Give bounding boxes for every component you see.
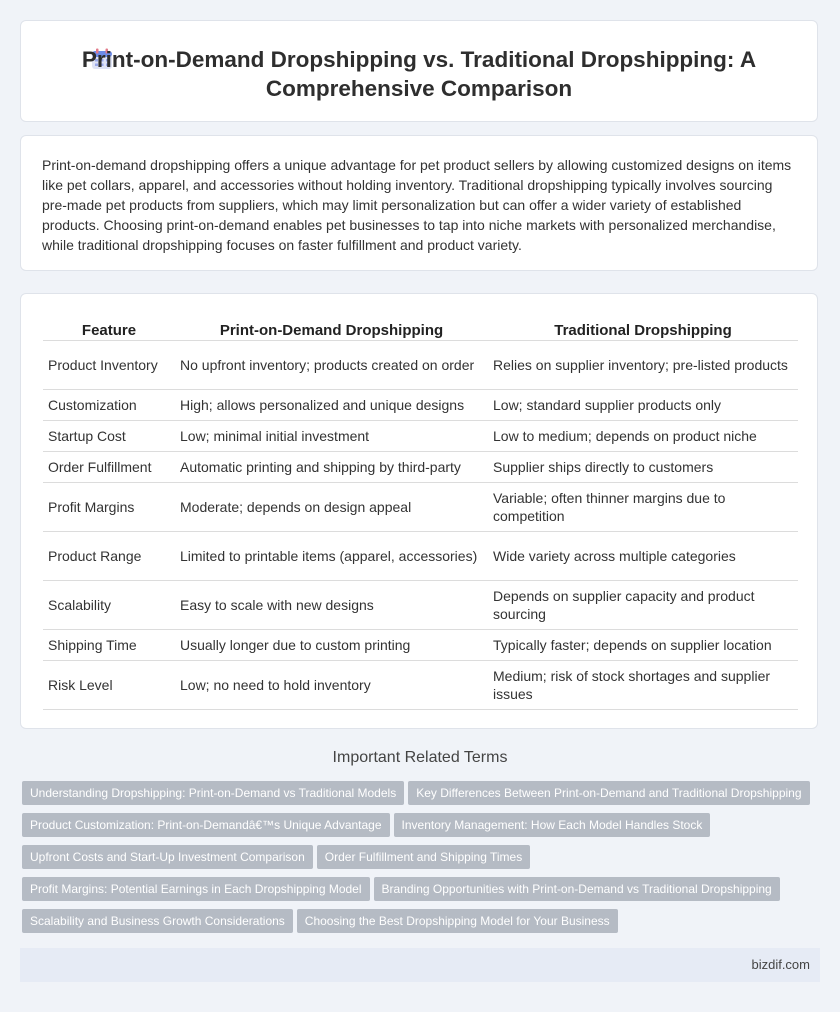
pod-cell: Low; no need to hold inventory <box>175 661 488 710</box>
related-term-link[interactable]: Product Customization: Print-on-Demandâ€™s Unique Advantage <box>22 813 390 837</box>
footer-site-link[interactable]: bizdif.com <box>751 957 810 972</box>
intro-paragraph: Print-on-demand dropshipping offers a unique advantage for pet product sellers by allowing customized designs on items like pet collars, apparel, and accessories without holding inventory. Traditional dropshipping typically involves sourcing pre-made pet products from suppliers, which may limit personalization but can offer a wider variety of established products. Choosing print-on-demand enables pet businesses to tap into niche markets with personalized merchandise, while traditional dropshipping focuses on faster fulfillment and product variety. <box>42 157 792 253</box>
header-feature: Feature <box>43 313 175 341</box>
feature-cell: Startup Cost <box>43 421 175 452</box>
footer <box>20 948 820 982</box>
pod-cell: Usually longer due to custom printing <box>175 630 488 661</box>
pod-cell: No upfront inventory; products created on order <box>175 341 488 390</box>
traditional-cell: Relies on supplier inventory; pre-listed products <box>488 341 798 390</box>
table-row <box>43 421 798 452</box>
feature-cell: Product Range <box>43 532 175 581</box>
pod-cell: Limited to printable items (apparel, accessories) <box>175 532 488 581</box>
related-term-link[interactable]: Key Differences Between Print-on-Demand and Traditional Dropshipping <box>408 781 809 805</box>
feature-cell: Scalability <box>43 581 175 630</box>
feature-cell: Customization <box>43 390 175 421</box>
traditional-cell: Depends on supplier capacity and product sourcing <box>488 581 798 630</box>
table-header-row <box>43 313 798 341</box>
page-title: Print-on-Demand Dropshipping vs. Traditional Dropshipping: A Comprehensive Comparison <box>81 47 757 101</box>
related-terms-list <box>22 781 822 941</box>
traditional-cell: Typically faster; depends on supplier location <box>488 630 798 661</box>
traditional-cell: Wide variety across multiple categories <box>488 532 798 581</box>
related-term-link[interactable]: Choosing the Best Dropshipping Model for Your Business <box>297 909 618 933</box>
traditional-cell: Variable; often thinner margins due to competition <box>488 483 798 532</box>
feature-cell: Order Fulfillment <box>43 452 175 483</box>
table-row <box>43 532 798 581</box>
title-card <box>20 20 818 122</box>
related-term-link[interactable]: Branding Opportunities with Print-on-Demand vs Traditional Dropshipping <box>374 877 780 901</box>
table-row <box>43 581 798 630</box>
table-row <box>43 390 798 421</box>
traditional-cell: Medium; risk of stock shortages and supplier issues <box>488 661 798 710</box>
feature-cell: Profit Margins <box>43 483 175 532</box>
table-row <box>43 483 798 532</box>
related-term-link[interactable]: Scalability and Business Growth Considerations <box>22 909 293 933</box>
pod-cell: Low; minimal initial investment <box>175 421 488 452</box>
traditional-cell: Low to medium; depends on product niche <box>488 421 798 452</box>
intro-card <box>20 135 818 271</box>
header-traditional: Traditional Dropshipping <box>488 313 798 341</box>
pod-cell: High; allows personalized and unique designs <box>175 390 488 421</box>
comparison-table <box>43 313 798 710</box>
feature-cell: Shipping Time <box>43 630 175 661</box>
related-term-link[interactable]: Upfront Costs and Start-Up Investment Comparison <box>22 845 313 869</box>
table-row <box>43 452 798 483</box>
feature-cell: Risk Level <box>43 661 175 710</box>
related-term-link[interactable]: Understanding Dropshipping: Print-on-Demand vs Traditional Models <box>22 781 404 805</box>
related-term-link[interactable]: Profit Margins: Potential Earnings in Each Dropshipping Model <box>22 877 370 901</box>
table-row <box>43 341 798 390</box>
pod-cell: Automatic printing and shipping by third-party <box>175 452 488 483</box>
feature-cell: Product Inventory <box>43 341 175 390</box>
comparison-card <box>20 293 818 729</box>
related-term-link[interactable]: Order Fulfillment and Shipping Times <box>317 845 530 869</box>
traditional-cell: Low; standard supplier products only <box>488 390 798 421</box>
pod-cell: Easy to scale with new designs <box>175 581 488 630</box>
table-row <box>43 661 798 710</box>
pod-cell: Moderate; depends on design appeal <box>175 483 488 532</box>
related-terms-heading: Important Related Terms <box>332 749 508 766</box>
header-print-on-demand: Print-on-Demand Dropshipping <box>175 313 488 341</box>
table-row <box>43 630 798 661</box>
traditional-cell: Supplier ships directly to customers <box>488 452 798 483</box>
related-term-link[interactable]: Inventory Management: How Each Model Handles Stock <box>394 813 711 837</box>
